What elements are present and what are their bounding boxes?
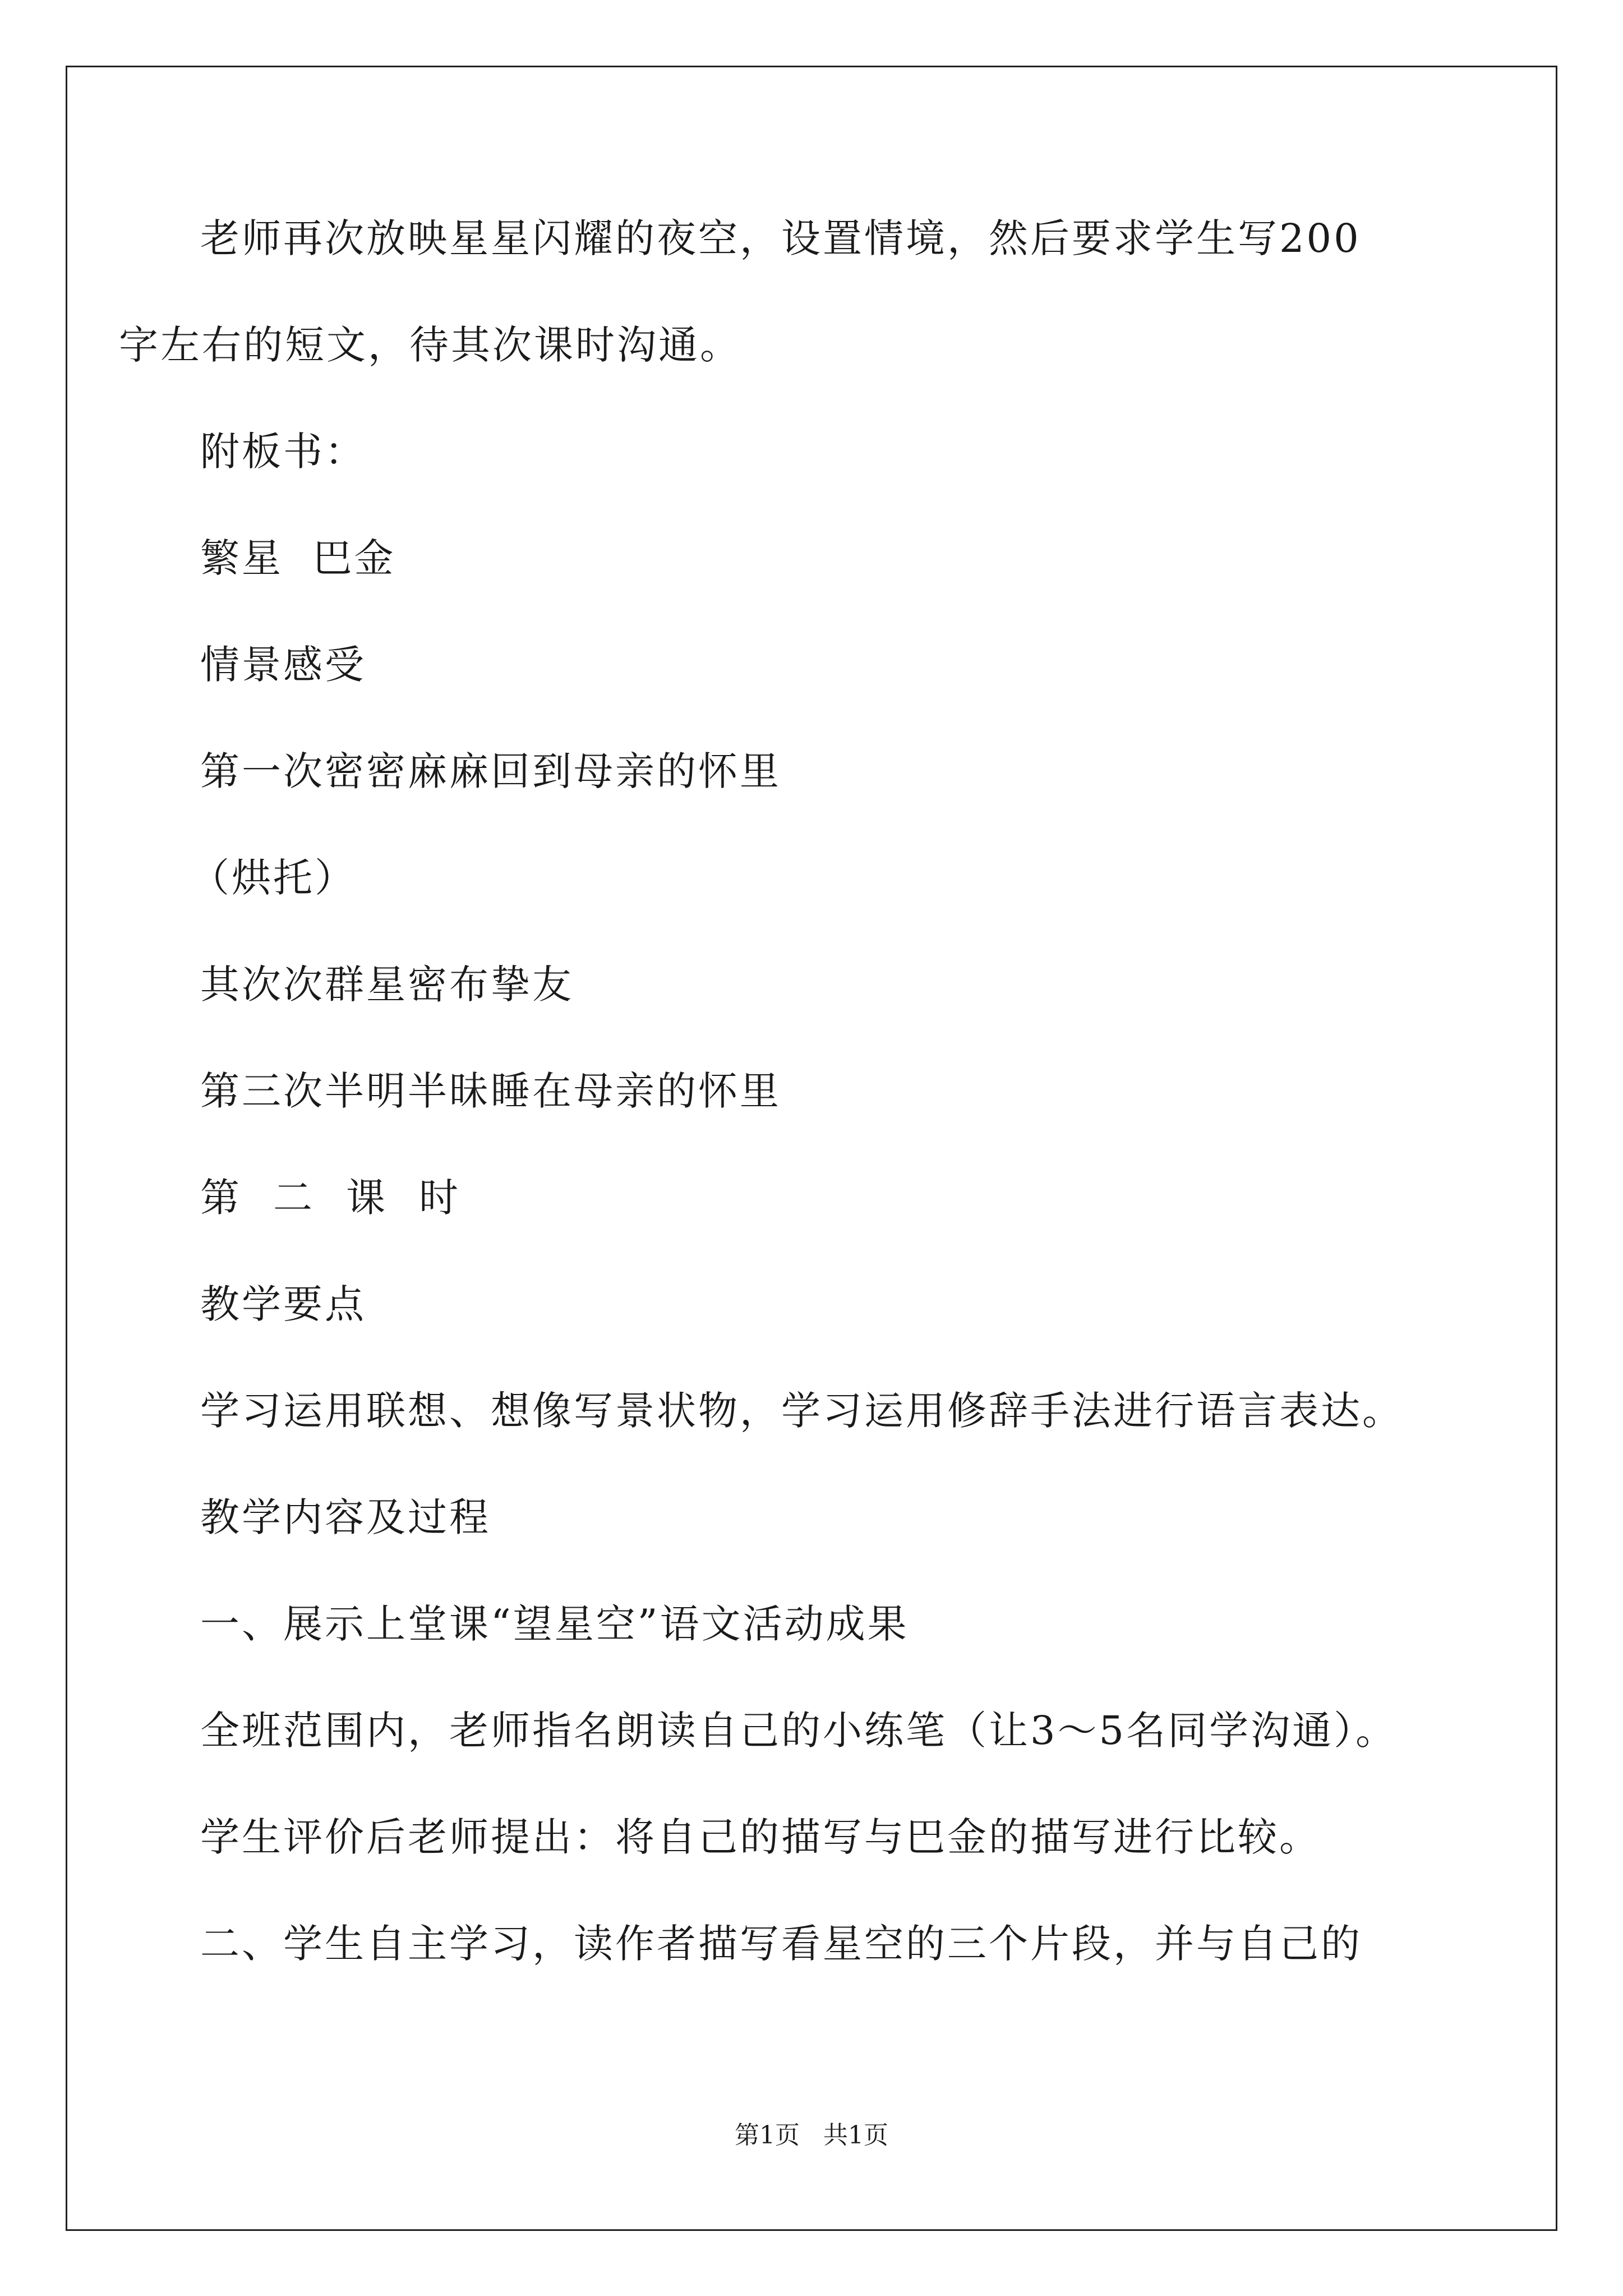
page-border [66, 66, 1557, 2231]
paragraph-first-time: 第一次密密麻麻回到母亲的怀里 [200, 748, 781, 794]
paragraph-contrast: （烘托） [190, 855, 356, 901]
paragraph-scene-feeling: 情景感受 [200, 642, 366, 688]
paragraph-step-two: 二、学生自主学习，读作者描写看星空的三个片段，并与自己的 [200, 1921, 1362, 1967]
paragraph-content-process: 教学内容及过程 [200, 1494, 491, 1540]
paragraph-step-one: 一、展示上堂课“望星空”语文活动成果 [200, 1601, 909, 1647]
paragraph-class-reading: 全班范围内，老师指名朗读自己的小练笔（让3～5名同学沟通）。 [200, 1708, 1398, 1754]
paragraph-third-time: 第三次半明半昧睡在母亲的怀里 [200, 1068, 781, 1114]
paragraph-title-author: 繁星 巴金 [200, 535, 396, 581]
paragraph-1: 老师再次放映星星闪耀的夜空，设置情境，然后要求学生写200 [200, 215, 1361, 261]
paragraph-teaching-points: 教学要点 [200, 1281, 366, 1327]
paragraph-evaluation: 学生评价后老师提出：将自己的描写与巴金的描写进行比较。 [200, 1814, 1321, 1860]
paragraph-board-notes: 附板书： [200, 429, 366, 475]
paragraph-learning-goal: 学习运用联想、想像写景状物，学习运用修辞手法进行语言表达。 [200, 1388, 1404, 1434]
paragraph-second-time: 其次次群星密布挚友 [200, 961, 574, 1007]
paragraph-1-continued: 字左右的短文，待其次课时沟通。 [119, 322, 741, 368]
section-heading-second-lesson: 第二课时 [200, 1175, 492, 1221]
page-number-footer: 第1页 共1页 [735, 2121, 888, 2150]
